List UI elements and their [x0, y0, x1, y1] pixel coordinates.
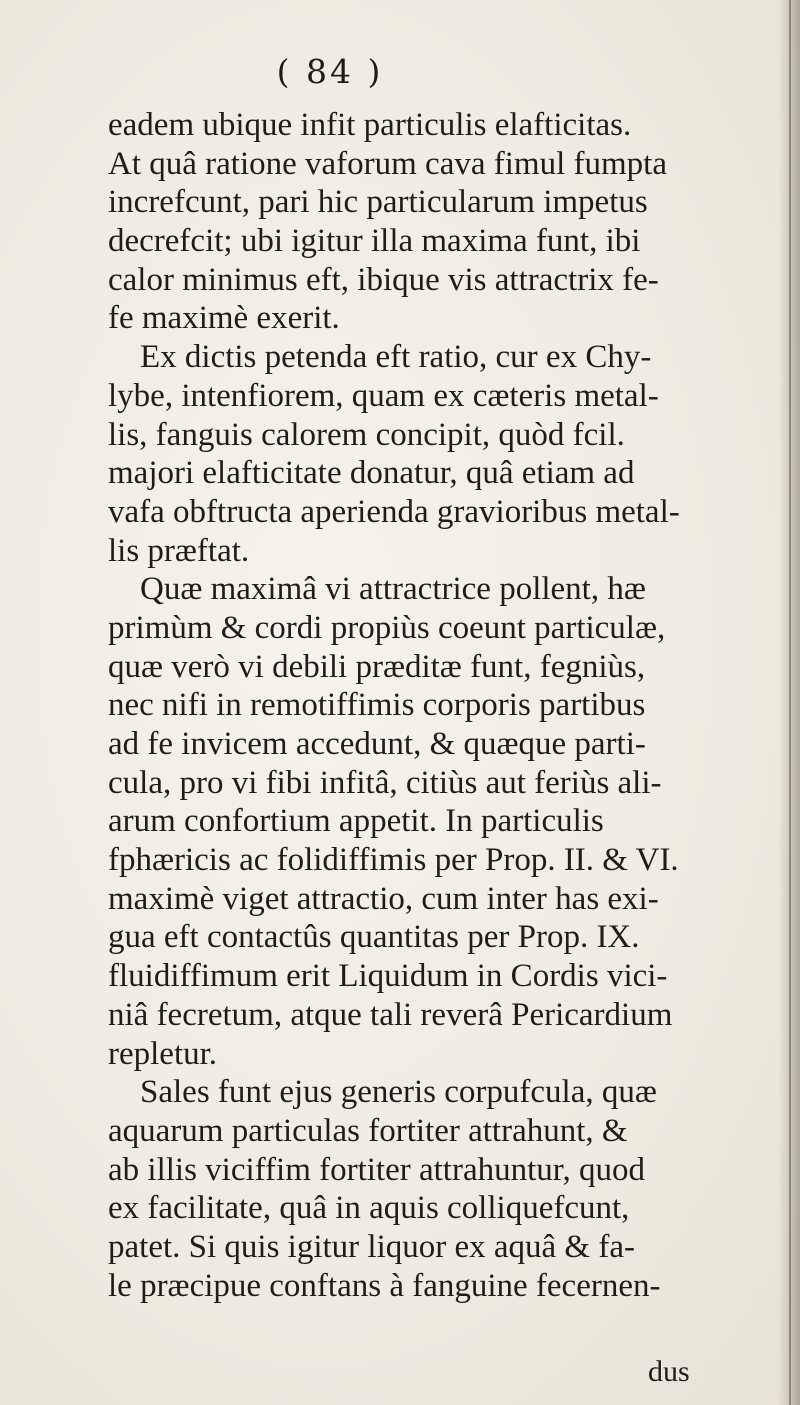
text-line: patet. Si quis igitur liquor ex aquâ & fa-	[108, 1228, 635, 1265]
text-line: cula, pro vi fibi infitâ, citiùs aut feriùs ali-	[108, 764, 662, 801]
text-line: vafa obftructa aperienda gravioribus metal-	[108, 493, 680, 530]
text-line: At quâ ratione vaforum cava fimul fumpta	[108, 145, 667, 182]
text-line: Quæ maximâ vi attractrice pollent, hæ	[140, 571, 646, 608]
text-line: repletur.	[108, 1035, 218, 1072]
text-line: calor minimus eft, ibique vis attractrix fe-	[108, 261, 659, 298]
text-line: fphæricis ac folidiffimis per Prop. II. & VI.	[108, 842, 679, 879]
text-line: decrefcit; ubi igitur illa maxima funt, ibi	[108, 223, 641, 260]
text-line: lis præftat.	[108, 532, 250, 569]
text-line: majori elafticitate donatur, quâ etiam ad	[108, 455, 635, 492]
text-line: lis, fanguis calorem concipit, quòd fcil.	[108, 416, 625, 453]
text-line: arum confortium appetit. In particulis	[108, 803, 604, 840]
text-line: aquarum particulas fortiter attrahunt, &	[108, 1112, 628, 1149]
page-number: ( 84 )	[276, 52, 384, 91]
text-line: eadem ubique infit particulis elafticitas.	[108, 107, 632, 143]
text-line: Ex dictis petenda eft ratio, cur ex Chy-	[140, 339, 652, 376]
text-line: fluidiffimum erit Liquidum in Cordis vici-	[108, 958, 668, 995]
text-line: gua eft contactûs quantitas per Prop. IX.	[108, 919, 640, 956]
body-text	[108, 106, 738, 1305]
catchword: dus	[648, 1355, 690, 1388]
text-line: maximè viget attractio, cum inter has exi-	[108, 880, 659, 917]
text-line: increfcunt, pari hic particularum impetus	[108, 184, 648, 221]
text-line: le præcipue conftans à fanguine fecernen-	[108, 1267, 661, 1304]
text-line: niâ fecretum, atque tali reverâ Pericardium	[108, 996, 673, 1033]
text-line: primùm & cordi propiùs coeunt particulæ,	[108, 609, 666, 646]
text-line: Sales funt ejus generis corpufcula, quæ	[140, 1074, 657, 1111]
text-line: quæ verò vi debili præditæ funt, fegniùs,	[108, 648, 646, 685]
text-line: ad fe invicem accedunt, & quæque parti-	[108, 726, 646, 762]
text-line: nec nifi in remotiffimis corporis partibus	[108, 687, 646, 724]
binding-line	[789, 0, 791, 1405]
text-line: lybe, intenfiorem, quam ex cæteris metal-	[108, 377, 659, 414]
text-line: ex facilitate, quâ in aquis colliquefcunt,	[108, 1190, 630, 1227]
text-line: ab illis viciffim fortiter attrahuntur, quod	[108, 1151, 645, 1188]
text-line: fe maximè exerit.	[108, 300, 340, 337]
